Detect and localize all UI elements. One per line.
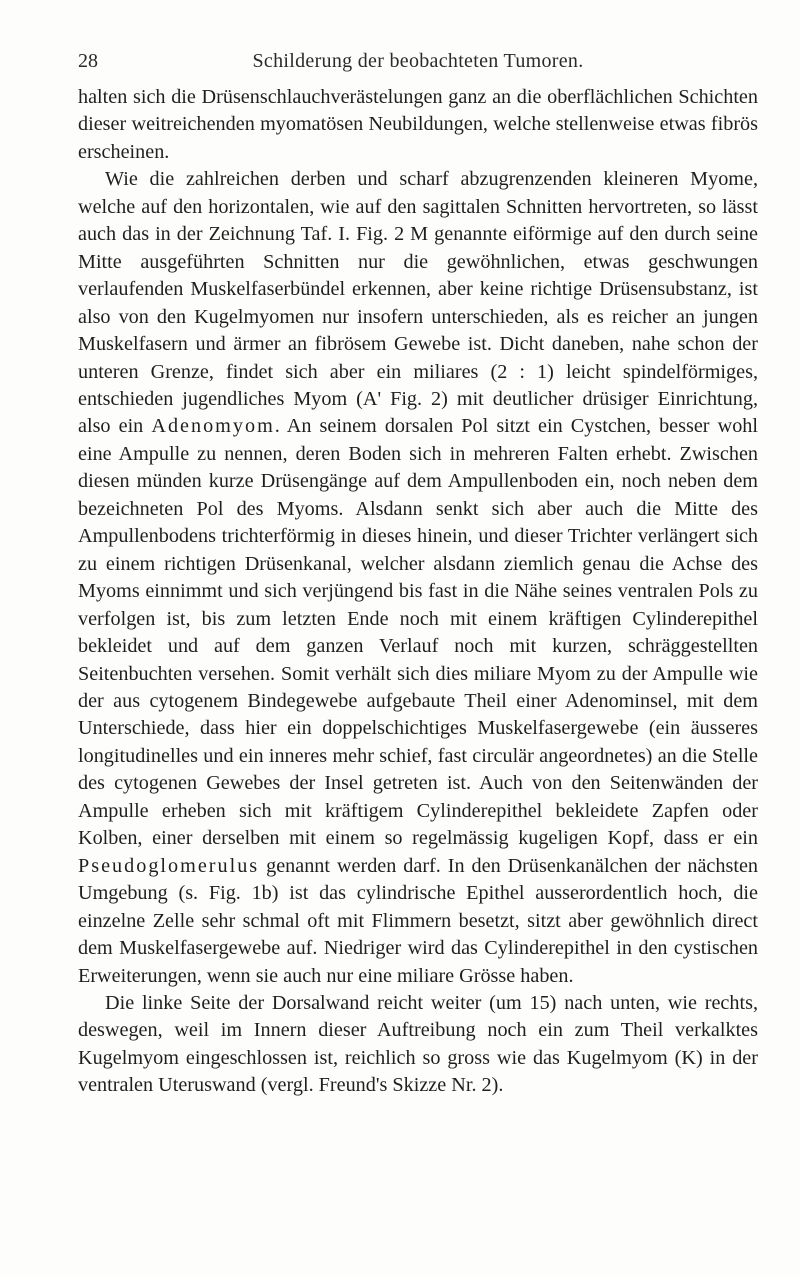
running-title: Schilderung der beobachteten Tumoren. [252,50,584,72]
paragraph-3 [78,990,758,1100]
page-header [78,50,758,78]
paragraph-3-text: Die linke Seite der Dorsalwand reicht weiter (um 15) nach unten, wie rechts, deswegen, weil im Innern dieser Auftreibung noch ein zum Theil verkalktes Kugelmyom eingeschlossen ist, reichlich so gross wie das Kugelmyom (K) in der ventralen Uteruswand (vergl. Freund's Skizze Nr. 2). [78,991,758,1097]
body-text [78,84,758,1100]
page-number: 28 [78,50,98,72]
term-adenomyom: Adenomyom [151,415,275,438]
paragraph-2-text-a: Wie die zahlreichen derben und scharf abzugrenzenden kleineren Myome, welche auf den horizontalen, wie auf den sagittalen Schnitten hervortreten, so lässt auch das in der Zeichnung Taf. I. Fig. 2 M genannte eiförmige auf den durch seine Mitte ausgeführten Schnitten nur die gewöhnlichen, etwas geschwungen verlaufenden Muskelfaserbündel erkennen, aber keine richtige Drüsensubstanz, ist also von den Kugelmyomen nur insofern unterschieden, als es reicher an jungen Muskelfasern und ärmer an fibrösem Gewebe ist. Dicht daneben, nahe schon der unteren Grenze, findet sich aber ein miliares (2 : 1) leicht spindelförmiges, entschieden jugendliches Myom (A' Fig. 2) mit deutlicher drüsiger Einrichtung, also ein [78,168,758,438]
paragraph-2-text-b: . An seinem dorsalen Pol sitzt ein Cystchen, besser wohl eine Ampulle zu nennen, deren Boden sich in mehreren Falten erhebt. Zwischen diesen münden kurze Drüsengänge auf dem Ampullenboden ein, noch neben dem bezeichneten Pol des Myoms. Alsdann senkt sich aber auch die Mitte des Ampullenbodens trichterförmig in dieses hinein, und dieser Trichter verlängert sich zu einem richtigen Drüsenkanal, welcher alsdann ziemlich genau die Achse des Myoms einnimmt und sich verjüngend bis fast in die Nähe seines ventralen Pols zu verfolgen ist, bis zum letzten Ende noch mit einem kräftigen Cylinderepithel bekleidet und auf dem ganzen Verlauf noch mit kurzen, schräggestellten Seitenbuchten versehen. Somit verhält sich dies miliare Myom zu der Ampulle wie der aus cytogenem Bindegewebe aufgebaute Theil einer Adenominsel, mit dem Unterschiede, dass hier ein doppelschichtiges Muskelfasergewebe (ein äusseres longitudinelles und ein inneres mehr schief, fast circulär angeordnetes) an die Stelle des cytogenen Gewebes der Insel getreten ist. Auch von den Seitenwänden der Ampulle erheben sich mit kräftigem Cylinderepithel bekleidete Zapfen oder Kolben, einer derselben mit einem so regelmässig kugeligen Kopf, dass er ein [78,415,758,850]
paragraph-1 [78,84,758,166]
term-pseudoglomerulus: Pseudoglomerulus [78,854,260,877]
paragraph-1-text: halten sich die Drüsenschlauchverästelungen ganz an die oberflächlichen Schichten dieser weitreichenden myomatösen Neubildungen, welche stellenweise etwas fibrös erscheinen. [78,86,758,163]
paragraph-2-text-c: genannt werden darf. In den Drüsenkanälchen der nächsten Umgebung (s. Fig. 1b) ist das cylindrische Epithel ausserordentlich hoch, die einzelne Zelle sehr schmal oft mit Flimmern besetzt, sitzt aber gewöhnlich direct dem Muskelfasergewebe auf. Niedriger wird das Cylinderepithel in den cystischen Erweiterungen, wenn sie auch nur eine miliare Grösse haben. [78,854,758,987]
paragraph-2 [78,166,758,990]
